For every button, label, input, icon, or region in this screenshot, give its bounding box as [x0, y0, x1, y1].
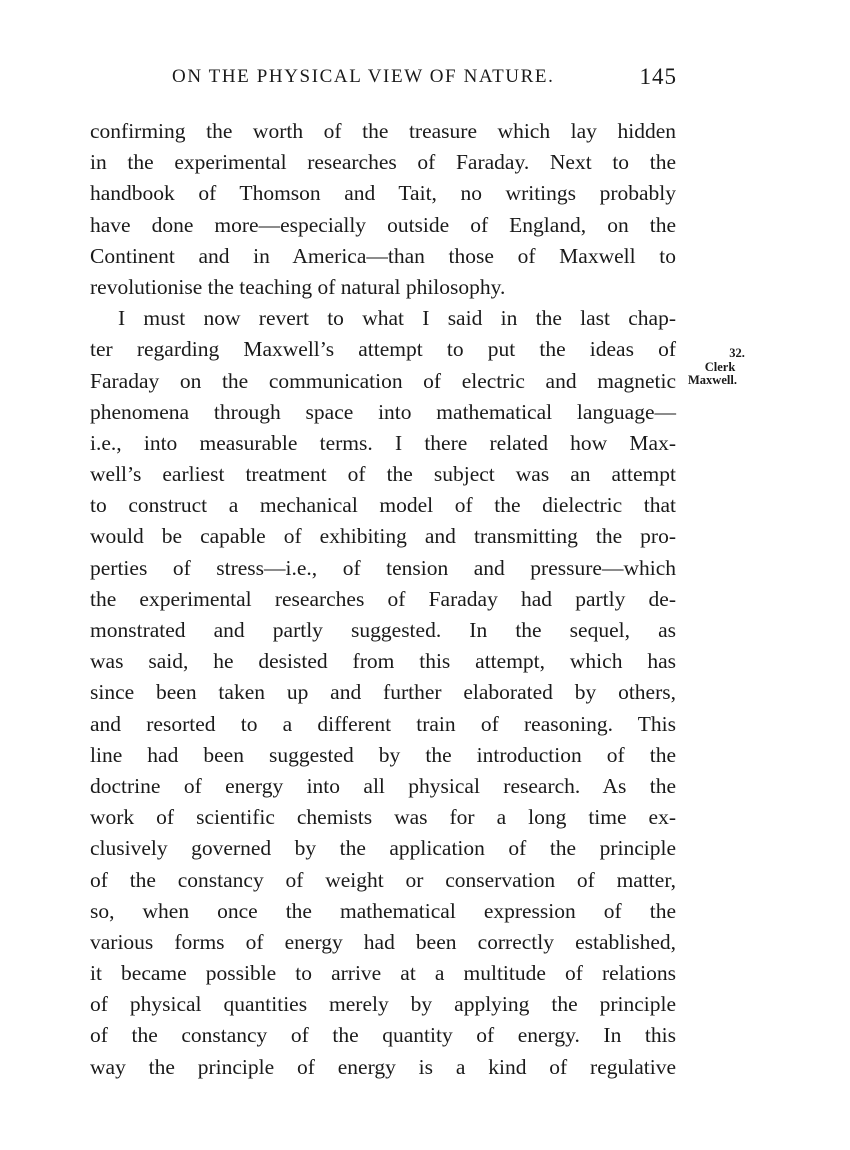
- text-line: have done more—especially outside of England, on the: [90, 212, 676, 237]
- text-line: monstrated and partly suggested. In the sequel, as: [90, 618, 676, 642]
- text-line: confirming the worth of the treasure which lay hidden: [90, 119, 676, 143]
- text-line: doctrine of energy into all physical research. As the: [90, 773, 676, 798]
- text-line: of the constancy of the quantity of energy. In this: [90, 1023, 676, 1048]
- running-head-title: ON THE PHYSICAL VIEW OF NATURE.: [172, 66, 555, 87]
- text-line: of physical quantities merely by applying the principle: [90, 992, 676, 1017]
- text-line: ter regarding Maxwell’s attempt to put the ideas of: [90, 337, 676, 362]
- page-number: 145: [639, 64, 677, 89]
- text-line: clusively governed by the application of the principle: [90, 836, 676, 861]
- body-text: [90, 116, 676, 1083]
- text-line: way the principle of energy is a kind of regulative: [90, 1054, 676, 1079]
- text-line: various forms of energy had been correctly established,: [90, 929, 676, 954]
- marginal-note: [684, 347, 756, 388]
- text-line: Continent and in America—than those of Maxwell to: [90, 243, 676, 268]
- text-line: i.e., into measurable terms. I there related how Max-: [90, 430, 676, 455]
- text-line: line had been suggested by the introduction of the: [90, 742, 676, 767]
- text-line: it became possible to arrive at a multitude of relations: [90, 961, 676, 986]
- text-line: of the constancy of weight or conservation of matter,: [90, 867, 676, 892]
- text-line: revolutionise the teaching of natural philosophy.: [90, 274, 506, 299]
- text-line: Faraday on the communication of electric and magnetic: [90, 368, 676, 393]
- running-header: [172, 66, 677, 96]
- text-line: perties of stress—i.e., of tension and pressure—which: [90, 555, 676, 580]
- text-line: would be capable of exhibiting and transmitting the pro-: [90, 524, 676, 549]
- text-line: and resorted to a different train of reasoning. This: [90, 711, 676, 736]
- text-line: so, when once the mathematical expression of the: [90, 898, 676, 923]
- text-line: to construct a mechanical model of the dielectric that: [90, 493, 676, 518]
- text-line: the experimental researches of Faraday had partly de-: [90, 586, 676, 611]
- text-line: since been taken up and further elaborated by others,: [90, 680, 676, 705]
- text-line: was said, he desisted from this attempt, which has: [90, 649, 676, 674]
- text-line: work of scientific chemists was for a long time ex-: [90, 805, 676, 830]
- text-line: phenomena through space into mathematical language—: [90, 399, 676, 424]
- marginal-note-line2: Maxwell.: [688, 373, 737, 387]
- text-line: I must now revert to what I said in the last chap-: [118, 306, 676, 331]
- marginal-note-number: 32.: [729, 346, 745, 360]
- marginal-note-line1: Clerk: [704, 359, 736, 374]
- text-line: handbook of Thomson and Tait, no writings probably: [90, 181, 676, 206]
- text-line: well’s earliest treatment of the subject was an attempt: [90, 462, 676, 487]
- text-line: in the experimental researches of Faraday. Next to the: [90, 150, 676, 175]
